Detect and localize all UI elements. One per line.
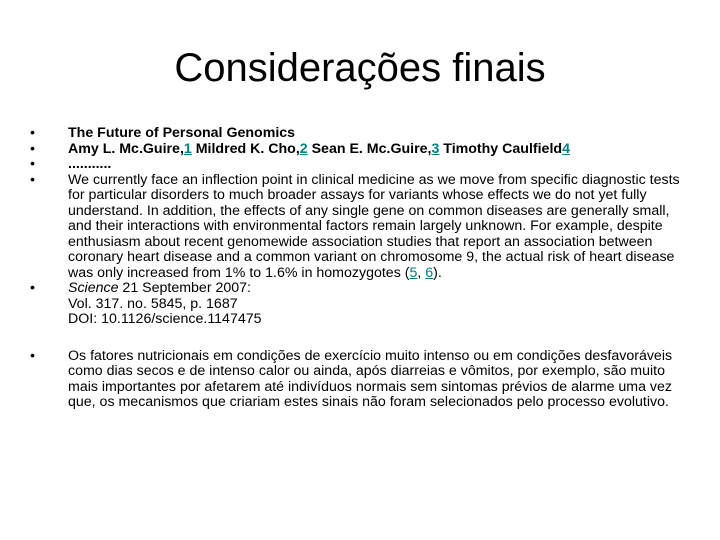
bullet-icon: • [30,280,35,296]
bullet-icon: • [30,347,35,364]
list-item [28,349,688,411]
affiliation-link[interactable]: 4 [562,140,570,157]
bullet-list [28,126,688,411]
bullet-icon: • [30,140,35,157]
list-item [28,281,688,328]
list-item [28,142,688,158]
bullet-icon: • [30,156,35,172]
authors-line [68,142,688,158]
article-title: The Future of Personal Genomics [68,125,296,141]
bullet-icon: • [30,125,35,141]
bullet-icon: • [30,171,35,188]
affiliation-link[interactable]: 2 [299,140,308,157]
affiliation-link[interactable]: 3 [431,140,440,157]
citation-block [68,281,688,328]
abstract-end: ). [433,264,442,281]
publication-date: 21 September 2007: [118,280,251,296]
slide-title: Considerações finais [174,46,546,90]
reference-separator: , [417,264,426,281]
list-item [28,126,688,142]
author-name: Timothy Caulfield [439,140,563,157]
volume-info: Vol. 317. no. 5845, p. 1687 [68,295,238,312]
abstract-text: We currently face an inflection point in clinical medicine as we move from specific diagnostic tests for particular disorders to much broader assays for variants whose effects we do not yet fully understand. In addition, the effects of any single gene on common diseases are generally small, and their interactions with environmental factors remain largely unknown. For example, despite enthusiasm about recent genomewide association studies that report an association between coronary heart disease and a common variant on chromosome 9, the actual risk of heart disease was only increased from 1% to 1.6% in homozygotes ( [68,171,680,281]
ellipsis-text: ........... [68,156,112,172]
affiliation-link[interactable]: 1 [183,140,192,157]
reference-link[interactable]: 5 [409,264,418,281]
list-item [28,157,688,173]
abstract-paragraph [68,173,688,282]
journal-name: Science [68,280,119,296]
conclusion-paragraph: Os fatores nutricionais em condições de exercício muito intenso ou em condições desfavoráveis como dias secos e de intenso calor ou ainda, após diarreias e vômitos, por exemplo, são muito mais importantes por afetarem até indivíduos normais sem sintomas prévios de alarme uma vez que, os mecanismos que criariam estes sinais não foram selecionados pelo processo evolutivo. [68,347,673,410]
author-name: Mildred K. Cho, [191,140,300,157]
author-name: Sean E. Mc.Guire, [307,140,432,157]
author-name: Amy L. Mc.Guire, [68,140,184,157]
list-item [28,173,688,282]
reference-link[interactable]: 6 [425,264,434,281]
doi-info: DOI: 10.1126/science.1147475 [68,311,262,327]
